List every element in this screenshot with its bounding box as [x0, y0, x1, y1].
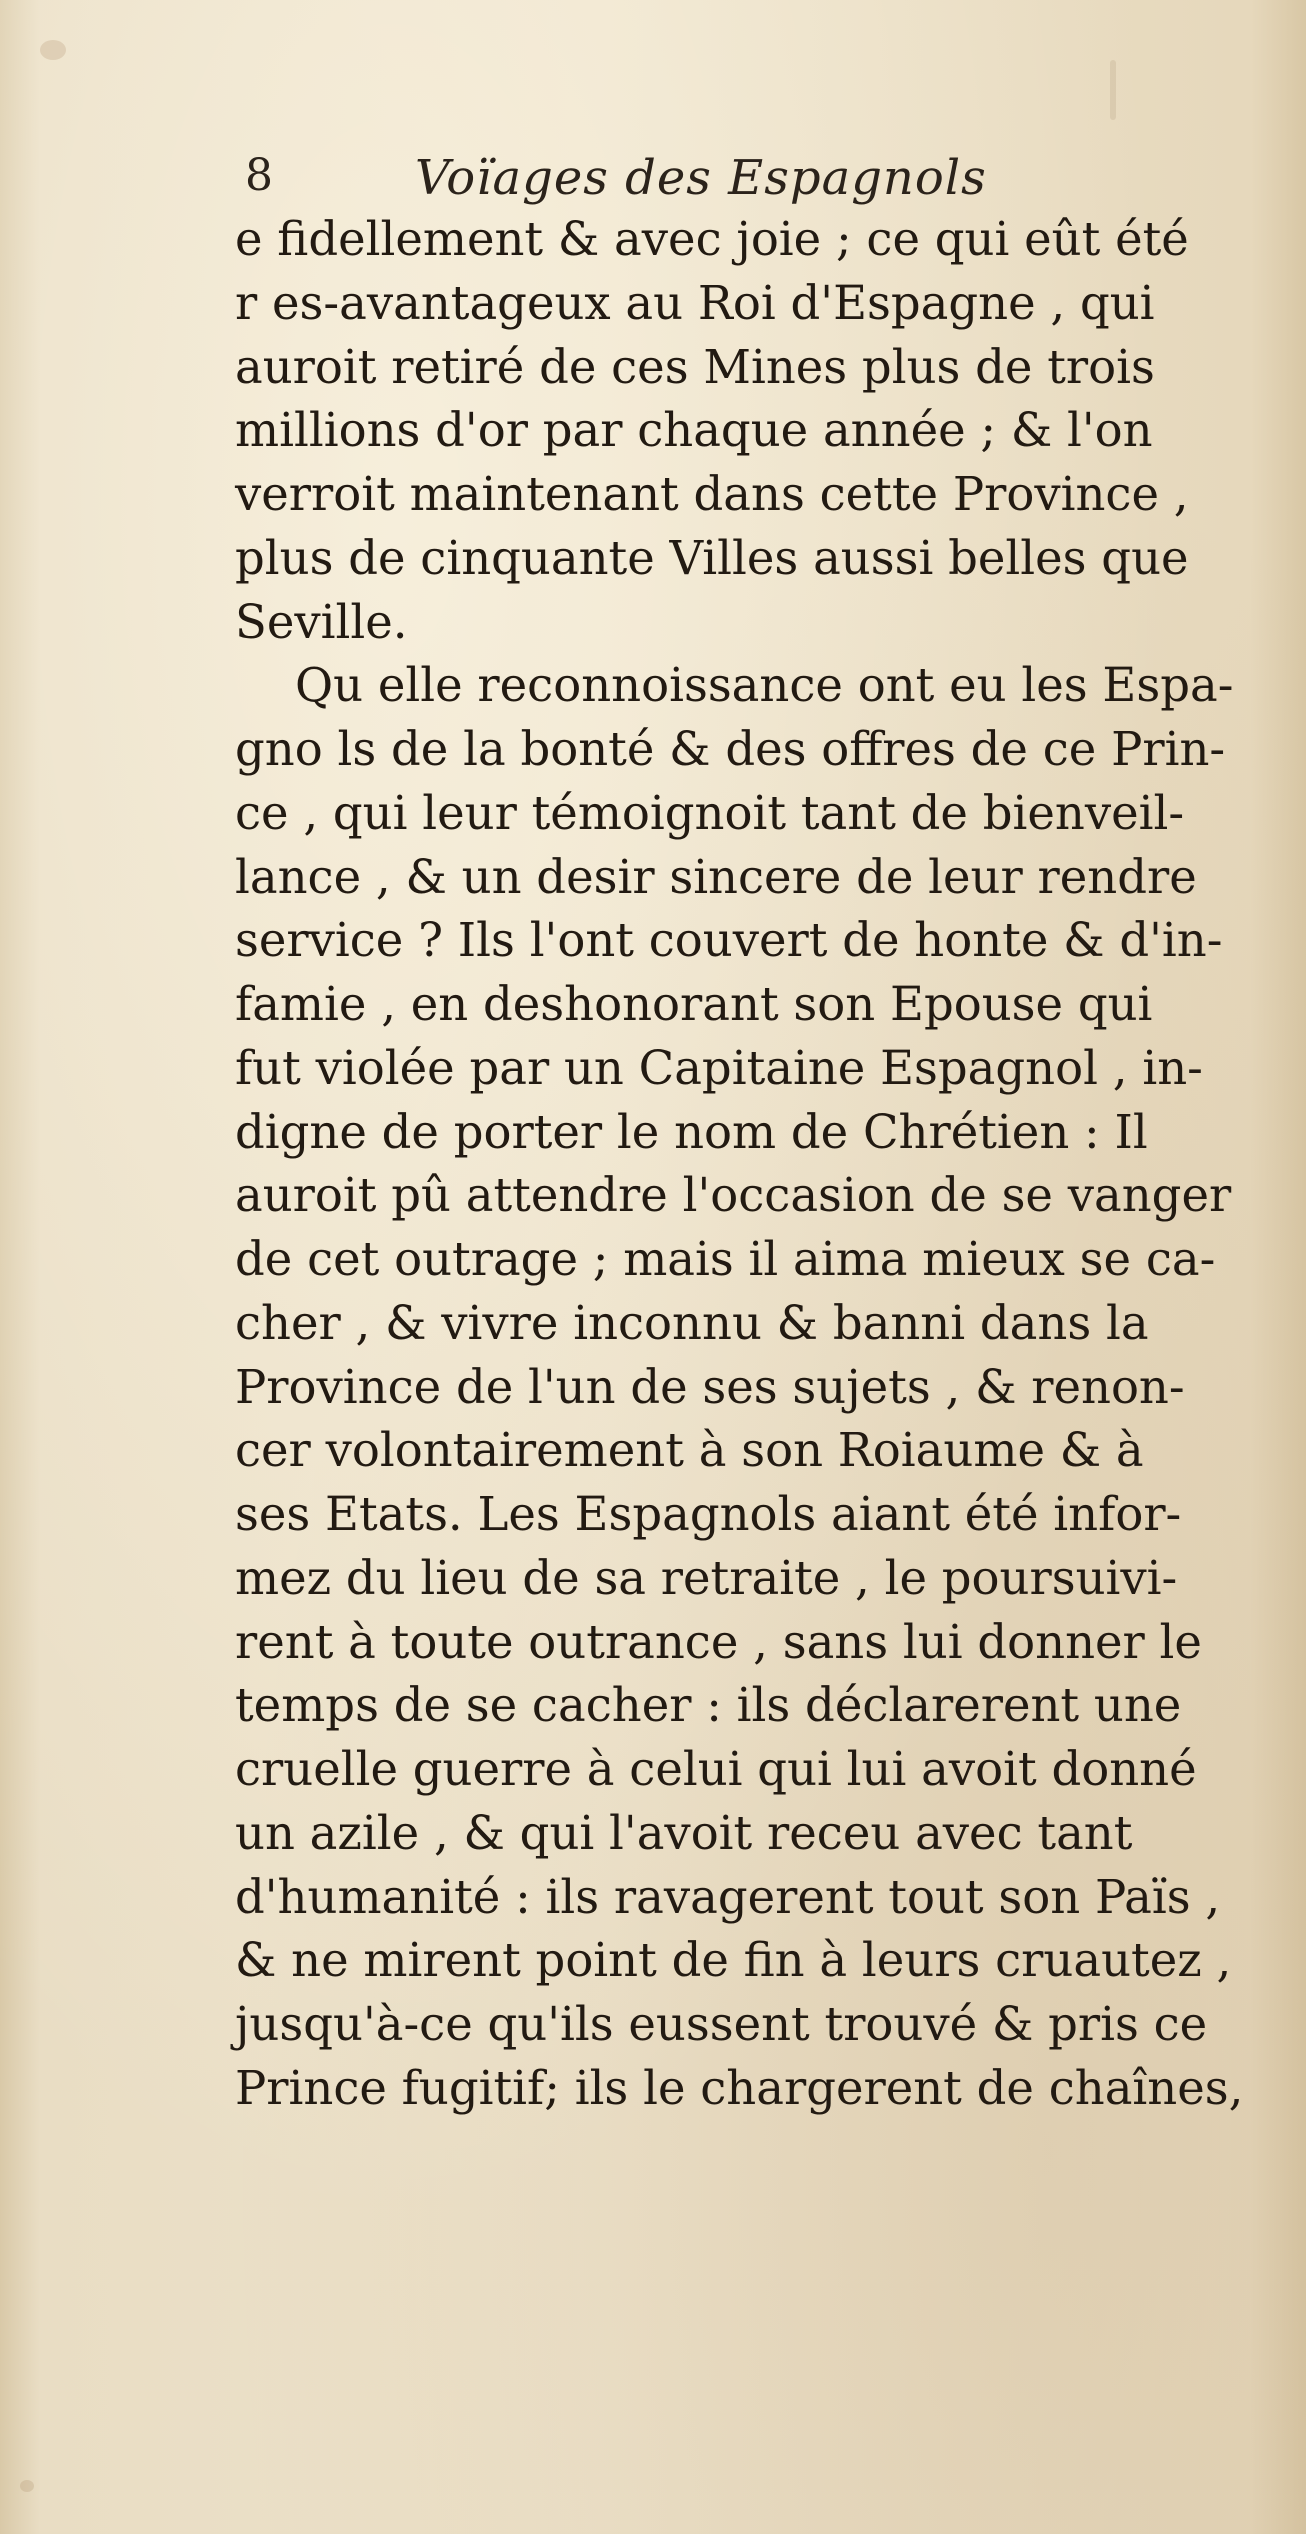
- text-line: d'humanité : ils ravagerent tout son Païs ,: [235, 1869, 1221, 1924]
- text-line: lance , & un desir sincere de leur rendre: [235, 849, 1197, 904]
- text-line: gno ls de la bonté & des offres de ce Prin-: [235, 722, 1226, 776]
- text-line: fut violée par un Capitaine Espagnol , in-: [235, 1040, 1203, 1095]
- text-line: verroit maintenant dans cette Province ,: [235, 467, 1189, 521]
- text-line: service ? Ils l'ont couvert de honte & d'in-: [235, 913, 1223, 968]
- paper-mark: [1110, 60, 1116, 120]
- text-line: Seville.: [235, 594, 408, 649]
- text-line: famie , en deshonorant son Epouse qui: [235, 977, 1153, 1031]
- text-line: Prince fugitif; ils le chargerent de chaînes,: [235, 2060, 1244, 2115]
- running-title: Voïages des Espagnols: [415, 150, 987, 206]
- text-line: un azile , & qui l'avoit receu avec tant: [235, 1805, 1133, 1860]
- text-line: auroit pû attendre l'occasion de se vanger: [235, 1168, 1232, 1223]
- text-line: jusqu'à-ce qu'ils eussent trouvé & pris ce: [235, 1997, 1208, 2051]
- paragraph-start-line: Qu elle reconnoissance ont eu les Espa-: [295, 658, 1234, 713]
- text-line: temps de se cacher : ils déclarerent une: [235, 1678, 1182, 1733]
- text-line: cher , & vivre inconnu & banni dans la: [235, 1295, 1149, 1350]
- text-line: cruelle guerre à celui qui lui avoit donné: [235, 1742, 1197, 1796]
- text-line: Province de l'un de ses sujets , & renon-: [235, 1359, 1185, 1414]
- text-line: plus de cinquante Villes aussi belles que: [235, 530, 1189, 585]
- text-line: r es-avantageux au Roi d'Espagne , qui: [235, 275, 1155, 330]
- text-line: ses Etats. Les Espagnols aiant été infor-: [235, 1487, 1182, 1541]
- text-line: e fidellement & avec joie ; ce qui eût été: [235, 212, 1189, 266]
- text-line: digne de porter le nom de Chrétien : Il: [235, 1104, 1148, 1159]
- text-line: millions d'or par chaque année ; & l'on: [235, 403, 1153, 458]
- text-line: & ne mirent point de fin à leurs cruautez ,: [235, 1933, 1232, 1988]
- page-number: 8: [245, 150, 273, 201]
- text-line: cer volontairement à son Roiaume & à: [235, 1423, 1144, 1478]
- text-line: auroit retiré de ces Mines plus de trois: [235, 339, 1155, 394]
- text-line: de cet outrage ; mais il aima mieux se ca-: [235, 1232, 1216, 1286]
- text-line: rent à toute outrance , sans lui donner le: [235, 1614, 1202, 1669]
- paper-stain: [20, 2480, 34, 2492]
- paper-stain: [40, 40, 66, 60]
- text-line: mez du lieu de sa retraite , le poursuivi-: [235, 1550, 1178, 1605]
- text-line: ce , qui leur témoignoit tant de bienveil-: [235, 785, 1185, 840]
- body-text: [235, 208, 1244, 2121]
